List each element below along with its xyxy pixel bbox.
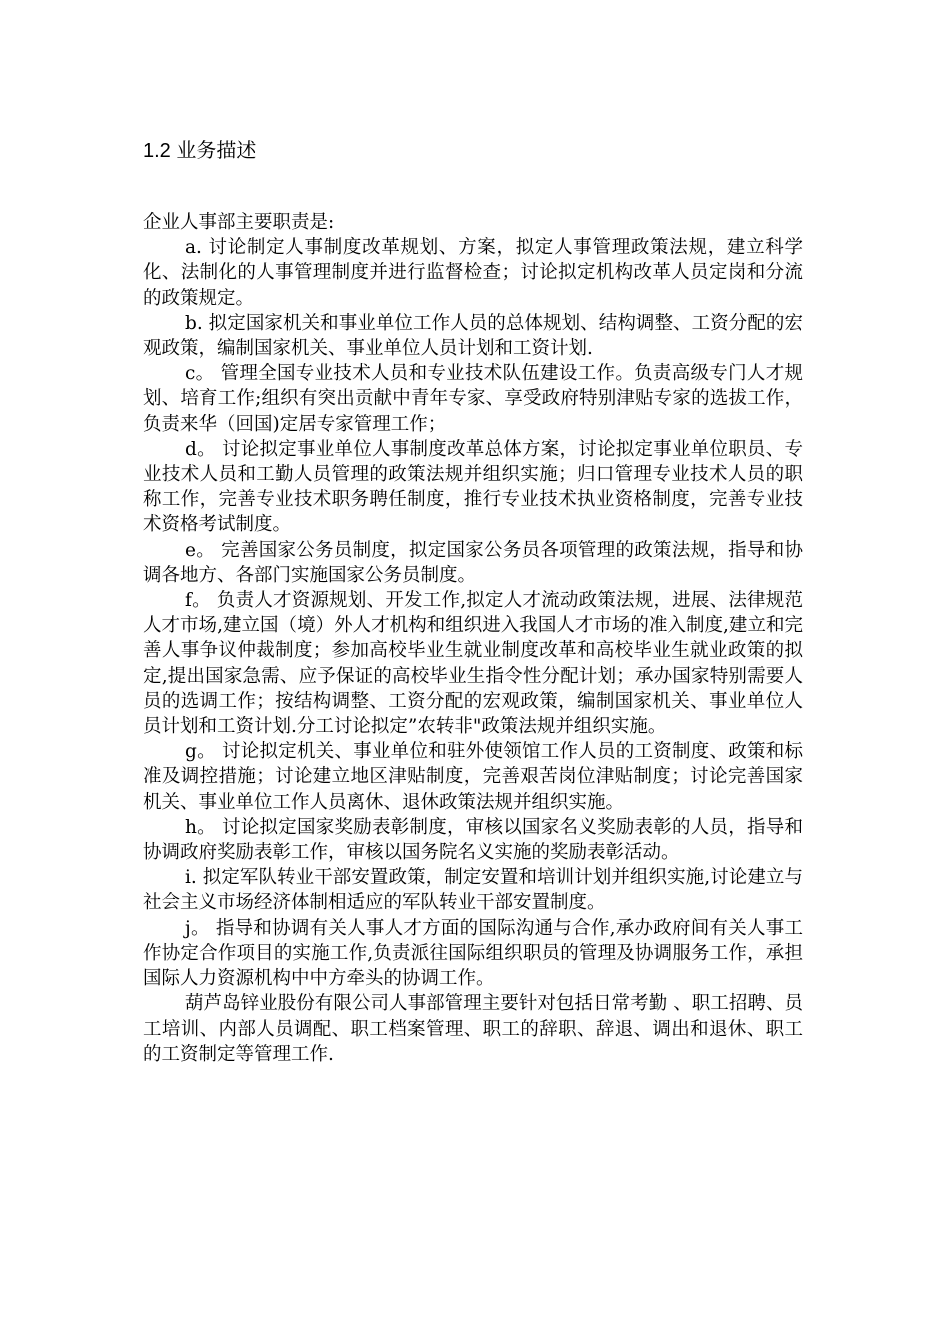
company-summary-paragraph: 葫芦岛锌业股份有限公司人事部管理主要针对包括日常考勤 、职工招聘、员工培训、内部人员调配、职工档案管理、职工的辞职、辞退、调出和退休、职工的工资制定等管理工作. [143, 993, 803, 1065]
duty-item-g: g。 讨论拟定机关、事业单位和驻外使领馆工作人员的工资制度、政策和标准及调控措施；讨论建立地区津贴制度，完善艰苦岗位津贴制度；讨论完善国家机关、事业单位工作人员离休、退休政策法规并组织实施。 [143, 741, 803, 813]
document-body [143, 210, 803, 1067]
duty-item-d: d。 讨论拟定事业单位人事制度改革总体方案，讨论拟定事业单位职员、专业技术人员和工勤人员管理的政策法规并组织实施；归口管理专业技术人员的职称工作，完善专业技术职务聘任制度，推行专业技术执业资格制度，完善专业技术资格考试制度。 [143, 438, 803, 536]
duty-item-b: b. 拟定国家机关和事业单位工作人员的总体规划、结构调整、工资分配的宏观政策，编制国家机关、事业单位人员计划和工资计划. [143, 312, 803, 360]
duty-item-j: j。 指导和协调有关人事人才方面的国际沟通与合作,承办政府间有关人事工作协定合作项目的实施工作,负责派往国际组织职员的管理及协调服务工作，承担国际人力资源机构中中方牵头的协调工作。 [143, 917, 803, 990]
duty-item-i: i. 拟定军队转业干部安置政策，制定安置和培训计划并组织实施,讨论建立与社会主义市场经济体制相适应的军队转业干部安置制度。 [143, 867, 803, 914]
intro-paragraph: 企业人事部主要职责是: [143, 212, 335, 233]
duty-item-a: a. 讨论制定人事制度改革规划、方案，拟定人事管理政策法规，建立科学化、法制化的人事管理制度并进行监督检查；讨论拟定机构改革人员定岗和分流的政策规定。 [143, 237, 803, 309]
duty-item-c: c。 管理全国专业技术人员和专业技术队伍建设工作。负责高级专门人才规划、培育工作;组织有突出贡献中青年专家、享受政府特别津贴专家的选拔工作，负责来华（回国)定居专家管理工作； [143, 363, 803, 435]
duty-item-f: f。 负责人才资源规划、开发工作,拟定人才流动政策法规，进展、法律规范人才市场,建立国（境）外人才机构和组织进入我国人才市场的准入制度,建立和完善人事争议仲裁制度；参加高校毕业生就业制度改革和高校毕业生就业政策的拟定,提出国家急需、应予保证的高校毕业生指令性分配计划；承办国家特别需要人员的选调工作；按结构调整、工资分配的宏观政策，编制国家机关、事业单位人员计划和工资计划.分工讨论拟定”农转非"政策法规并组织实施。 [143, 590, 803, 738]
duty-item-e: e。 完善国家公务员制度，拟定国家公务员各项管理的政策法规，指导和协调各地方、各部门实施国家公务员制度。 [143, 539, 803, 586]
duty-item-h: h。 讨论拟定国家奖励表彰制度，审核以国家名义奖励表彰的人员，指导和协调政府奖励表彰工作，审核以国务院名义实施的奖励表彰活动。 [143, 816, 803, 864]
section-heading: 1.2 业务描述 [143, 140, 257, 162]
